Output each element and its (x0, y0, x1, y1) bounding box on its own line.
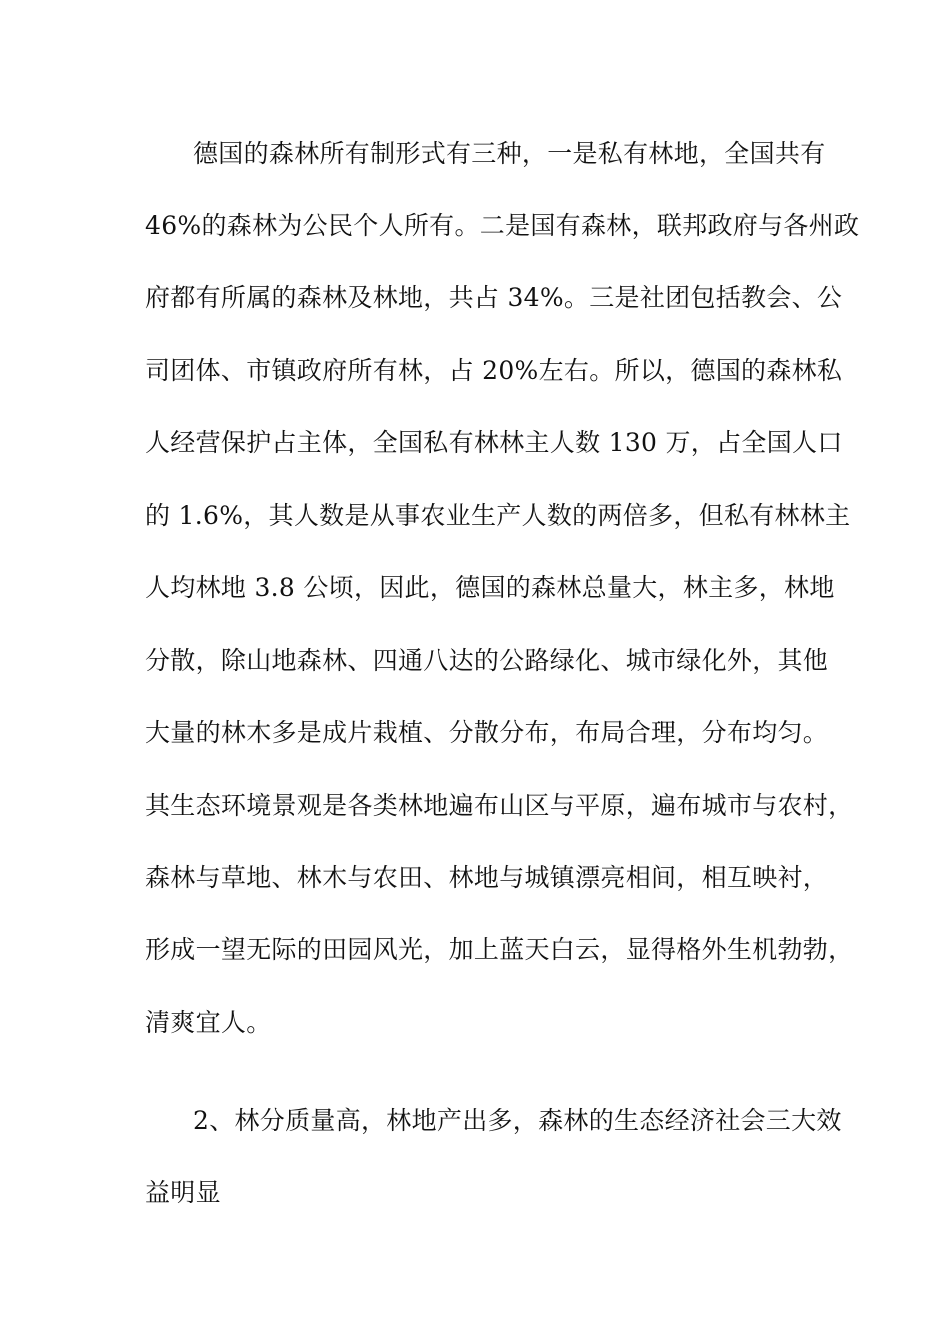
paragraph-line: 人均林地 3.8 公顷，因此，德国的森林总量大，林主多，林地 (145, 573, 835, 602)
paragraph-line: 人经营保护占主体，全国私有林林主人数 130 万，占全国人口 (145, 428, 843, 457)
paragraph-line: 德国的森林所有制形式有三种，一是私有林地，全国共有 (193, 139, 826, 168)
paragraph-line: 形成一望无际的田园风光，加上蓝天白云，显得格外生机勃勃， (145, 935, 854, 964)
paragraph-line: 46%的森林为公民个人所有。二是国有森林，联邦政府与各州政 (145, 211, 860, 240)
paragraph-line: 森林与草地、林木与农田、林地与城镇漂亮相间，相互映衬， (145, 863, 829, 892)
paragraph-line: 司团体、市镇政府所有林，占 20%左右。所以，德国的森林私 (145, 356, 843, 385)
section-heading-line: 2、林分质量高，林地产出多，森林的生态经济社会三大效 (193, 1106, 842, 1135)
paragraph-line: 府都有所属的森林及林地，共占 34%。三是社团包括教会、公 (145, 283, 843, 312)
paragraph-line: 分散，除山地森林、四通八达的公路绿化、城市绿化外，其他 (145, 646, 829, 675)
paragraph-line: 的 1.6%，其人数是从事农业生产人数的两倍多，但私有林林主 (145, 501, 851, 530)
paragraph-line: 其生态环境景观是各类林地遍布山区与平原，遍布城市与农村， (145, 791, 854, 820)
paragraph-line: 大量的林木多是成片栽植、分散分布，布局合理，分布均匀。 (145, 718, 829, 747)
paragraph-line: 清爽宜人。 (145, 1008, 272, 1037)
section-heading-line: 益明显 (145, 1178, 221, 1207)
